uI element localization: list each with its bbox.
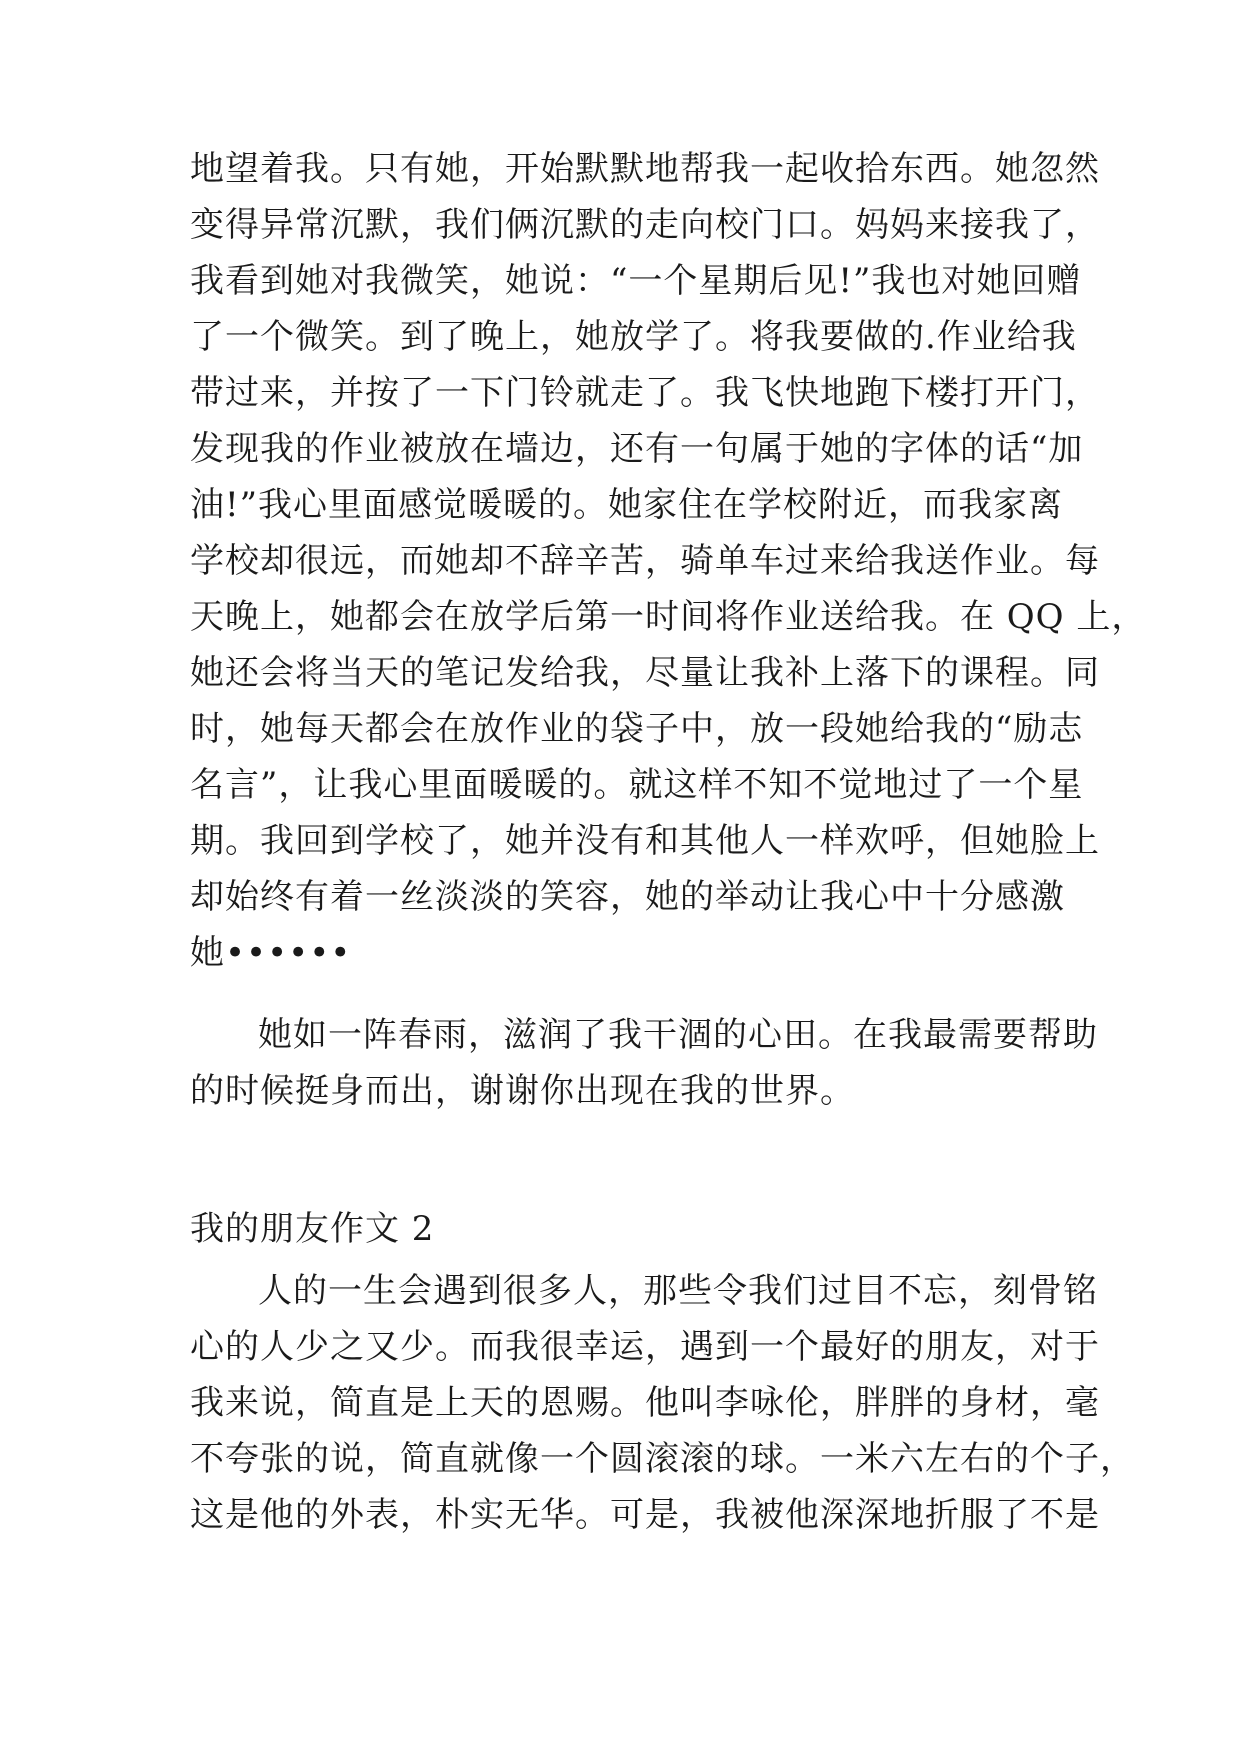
paragraph-line: 变得异常沉默，我们俩沉默的走向校门口。妈妈来接我了， <box>190 205 1100 245</box>
paragraph-line: 不夸张的说，简直就像一个圆滚滚的球。一米六左右的个子， <box>190 1439 1135 1479</box>
paragraph-line: 她还会将当天的笔记发给我，尽量让我补上落下的课程。同 <box>190 653 1100 693</box>
paragraph-line: 她•••••• <box>190 933 352 973</box>
paragraph-line: 名言”，让我心里面暖暖的。就这样不知不觉地过了一个星 <box>190 765 1084 805</box>
section-title: 我的朋友作文 2 <box>190 1209 435 1249</box>
paragraph-line: 期。我回到学校了，她并没有和其他人一样欢呼，但她脸上 <box>190 821 1100 861</box>
paragraph-line: 我来说，简直是上天的恩赐。他叫李咏伦，胖胖的身材，毫 <box>190 1383 1100 1423</box>
paragraph-line: 天晚上，她都会在放学后第一时间将作业送给我。在 QQ 上， <box>190 597 1147 637</box>
paragraph-line: 的时候挺身而出，谢谢你出现在我的世界。 <box>190 1071 855 1111</box>
paragraph-line: 时，她每天都会在放作业的袋子中，放一段她给我的“励志 <box>190 709 1084 749</box>
paragraph-line: 却始终有着一丝淡淡的笑容，她的举动让我心中十分感激 <box>190 877 1065 917</box>
paragraph-line: 地望着我。只有她，开始默默地帮我一起收拾东西。她忽然 <box>190 149 1100 189</box>
paragraph-line: 了一个微笑。到了晚上，她放学了。将我要做的.作业给我 <box>190 317 1077 357</box>
paragraph-line: 人的一生会遇到很多人，那些令我们过目不忘，刻骨铭 <box>258 1271 1098 1311</box>
paragraph-line: 她如一阵春雨，滋润了我干涸的心田。在我最需要帮助 <box>258 1015 1098 1055</box>
paragraph-line: 油!”我心里面感觉暖暖的。她家住在学校附近，而我家离 <box>190 485 1064 525</box>
paragraph-line: 这是他的外表，朴实无华。可是，我被他深深地折服了不是 <box>190 1495 1100 1535</box>
paragraph-line: 带过来，并按了一下门铃就走了。我飞快地跑下楼打开门， <box>190 373 1100 413</box>
paragraph-line: 学校却很远，而她却不辞辛苦，骑单车过来给我送作业。每 <box>190 541 1100 581</box>
paragraph-line: 我看到她对我微笑，她说：“一个星期后见!”我也对她回赠 <box>190 261 1082 301</box>
paragraph-line: 心的人少之又少。而我很幸运，遇到一个最好的朋友，对于 <box>190 1327 1100 1367</box>
paragraph-line: 发现我的作业被放在墙边，还有一句属于她的字体的话“加 <box>190 429 1084 469</box>
